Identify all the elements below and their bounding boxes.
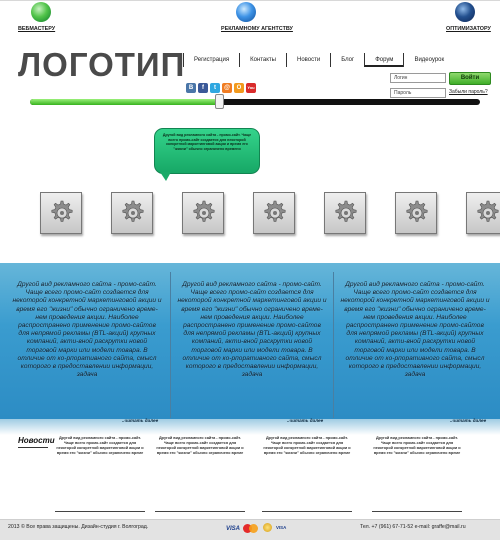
vk-icon[interactable]: В <box>186 83 196 93</box>
nav-registration[interactable]: Регистрация <box>183 53 239 67</box>
forgot-password-link[interactable]: Забыли пароль? <box>449 89 488 95</box>
gear-icon <box>330 198 360 228</box>
twitter-icon[interactable]: t <box>210 83 220 93</box>
nav-contacts[interactable]: Контакты <box>239 53 286 67</box>
slider-handle[interactable] <box>215 94 224 109</box>
optimizer-dot-icon <box>455 2 475 22</box>
news-item-2[interactable]: Другой вид рекламного сайта - промо-сайт. Чаще всего промо-сайт создается для некоторой конкретной маркетинговой акции и время его "жизни" обычно ограничено време <box>156 436 244 455</box>
news-divider <box>262 511 352 512</box>
gear-thumbnail[interactable] <box>182 192 224 234</box>
gear-thumbnail[interactable] <box>466 192 500 234</box>
footer-copyright: 2013 © Все права защищены. Дизайн-студия г. Волгоград. <box>8 524 149 530</box>
news-item-3[interactable]: Другой вид рекламного сайта - промо-сайт. Чаще всего промо-сайт создается для некоторой конкретной маркетинговой акции и время его "жизни" обычно ограничено време <box>263 436 351 455</box>
visa-logo: VISA <box>226 525 241 532</box>
news-title: Новости <box>18 436 55 445</box>
article-column-1: Другой вид рекламного сайта - промо-сайт. Чаще всего промо-сайт создается для некоторой конкретной маркетинговой акции и время его "жизни" обычно ограничено време-нем проведения акции. Наиболее распространено применение промо-сайтов для непрямой рекламы (BTL-акций) крупных компаний, акти-вной раскрутки новой торговой марки или модели товара. В отличие от ко-рпоративного сайта, смысл которого в предоставлении информации, задача <box>12 281 162 379</box>
agency-dot-icon <box>236 2 256 22</box>
read-more-link-3[interactable]: ..читать далее <box>450 418 487 423</box>
news-divider <box>55 511 145 512</box>
progress-fill <box>30 99 219 105</box>
gear-thumbnail[interactable] <box>111 192 153 234</box>
gear-thumbnails <box>40 192 480 234</box>
agency-link[interactable]: РЕКЛАМНОМУ АГЕНТСТВУ <box>221 26 293 32</box>
webmaster-link[interactable]: ВЕБМАСТЕРУ <box>18 26 56 32</box>
nav-forum[interactable]: Форум <box>364 53 403 67</box>
login-input[interactable]: Логин <box>390 73 446 83</box>
news-item-4[interactable]: Другой вид рекламного сайта - промо-сайт. Чаще всего промо-сайт создается для некоторой конкретной маркетинговой акции и время его "жизни" обычно ограничено време <box>373 436 461 455</box>
nav-news[interactable]: Новости <box>286 53 330 67</box>
password-input[interactable]: Пароль <box>390 88 446 98</box>
facebook-icon[interactable]: f <box>198 83 208 93</box>
footer-contacts: Тел. +7 (961) 67-71-52 e-mail: graffe@mail.ru <box>360 524 466 530</box>
gear-icon <box>401 198 431 228</box>
optimizer-link[interactable]: ОПТИМИЗАТОРУ <box>446 26 491 32</box>
gear-thumbnail[interactable] <box>253 192 295 234</box>
content-band-fade <box>0 419 500 435</box>
mastercard-icon <box>243 523 259 534</box>
news-divider <box>155 511 245 512</box>
social-icons <box>186 83 256 93</box>
read-more-link-2[interactable]: ..читать далее <box>287 418 324 423</box>
top-rule <box>0 0 500 1</box>
column-divider <box>170 272 171 418</box>
main-nav <box>183 53 454 67</box>
logo[interactable]: ЛОГОТИП <box>18 46 186 83</box>
news-title-underline <box>18 447 48 448</box>
news-item-1[interactable]: Другой вид рекламного сайта - промо-сайт. Чаще всего промо-сайт создается для некоторой конкретной маркетинговой акции и время его "жизни" обычно ограничено време <box>56 436 144 455</box>
read-more-link-1[interactable]: ..читать далее <box>122 418 159 423</box>
webmaster-dot-icon <box>31 2 51 22</box>
speech-bubble: Другой вид рекламного сайта - промо-сайт. Чаще всего промо-сайт создается для некоторой конкретной маркетинговой акции и время его "жизни" обычно ограничено времени <box>154 128 260 174</box>
youtube-icon[interactable]: You <box>246 83 256 93</box>
verified-by-visa-logo: VISA <box>276 525 287 531</box>
gear-icon <box>259 198 289 228</box>
nav-blog[interactable]: Блог <box>330 53 364 67</box>
gear-thumbnail[interactable] <box>40 192 82 234</box>
gear-thumbnail[interactable] <box>324 192 366 234</box>
progress-track[interactable] <box>30 99 480 105</box>
speech-bubble-tail <box>160 172 171 181</box>
news-divider <box>372 511 462 512</box>
column-divider <box>333 272 334 418</box>
mail-icon[interactable]: @ <box>222 83 232 93</box>
coin-icon <box>263 523 272 532</box>
gear-icon <box>117 198 147 228</box>
gear-icon <box>472 198 500 228</box>
article-column-3: Другой вид рекламного сайта - промо-сайт. Чаще всего промо-сайт создается для некоторой конкретной маркетинговой акции и время его "жизни" обычно ограничено време-нем проведения акции. Наиболее распространено применение промо-сайтов для непрямой рекламы (BTL-акций) крупных компаний, акти-вной раскрутки новой торговой марки или модели товара. В отличие от ко-рпоративного сайта, смысл которого в предоставлении информации, задача <box>340 281 490 379</box>
gear-icon <box>46 198 76 228</box>
odnoklassniki-icon[interactable]: О <box>234 83 244 93</box>
gear-icon <box>188 198 218 228</box>
article-column-2: Другой вид рекламного сайта - промо-сайт. Чаще всего промо-сайт создается для некоторой конкретной маркетинговой акции и время его "жизни" обычно ограничено време-нем проведения акции. Наиболее распространено применение промо-сайтов для непрямой рекламы (BTL-акций) крупных компаний, акти-вной раскрутки новой торговой марки или модели товара. В отличие от ко-рпоративного сайта, смысл которого в предоставлении информации, задача <box>177 281 327 379</box>
gear-thumbnail[interactable] <box>395 192 437 234</box>
login-button[interactable]: Войти <box>449 72 491 85</box>
nav-video[interactable]: Видеоурок <box>403 53 454 67</box>
